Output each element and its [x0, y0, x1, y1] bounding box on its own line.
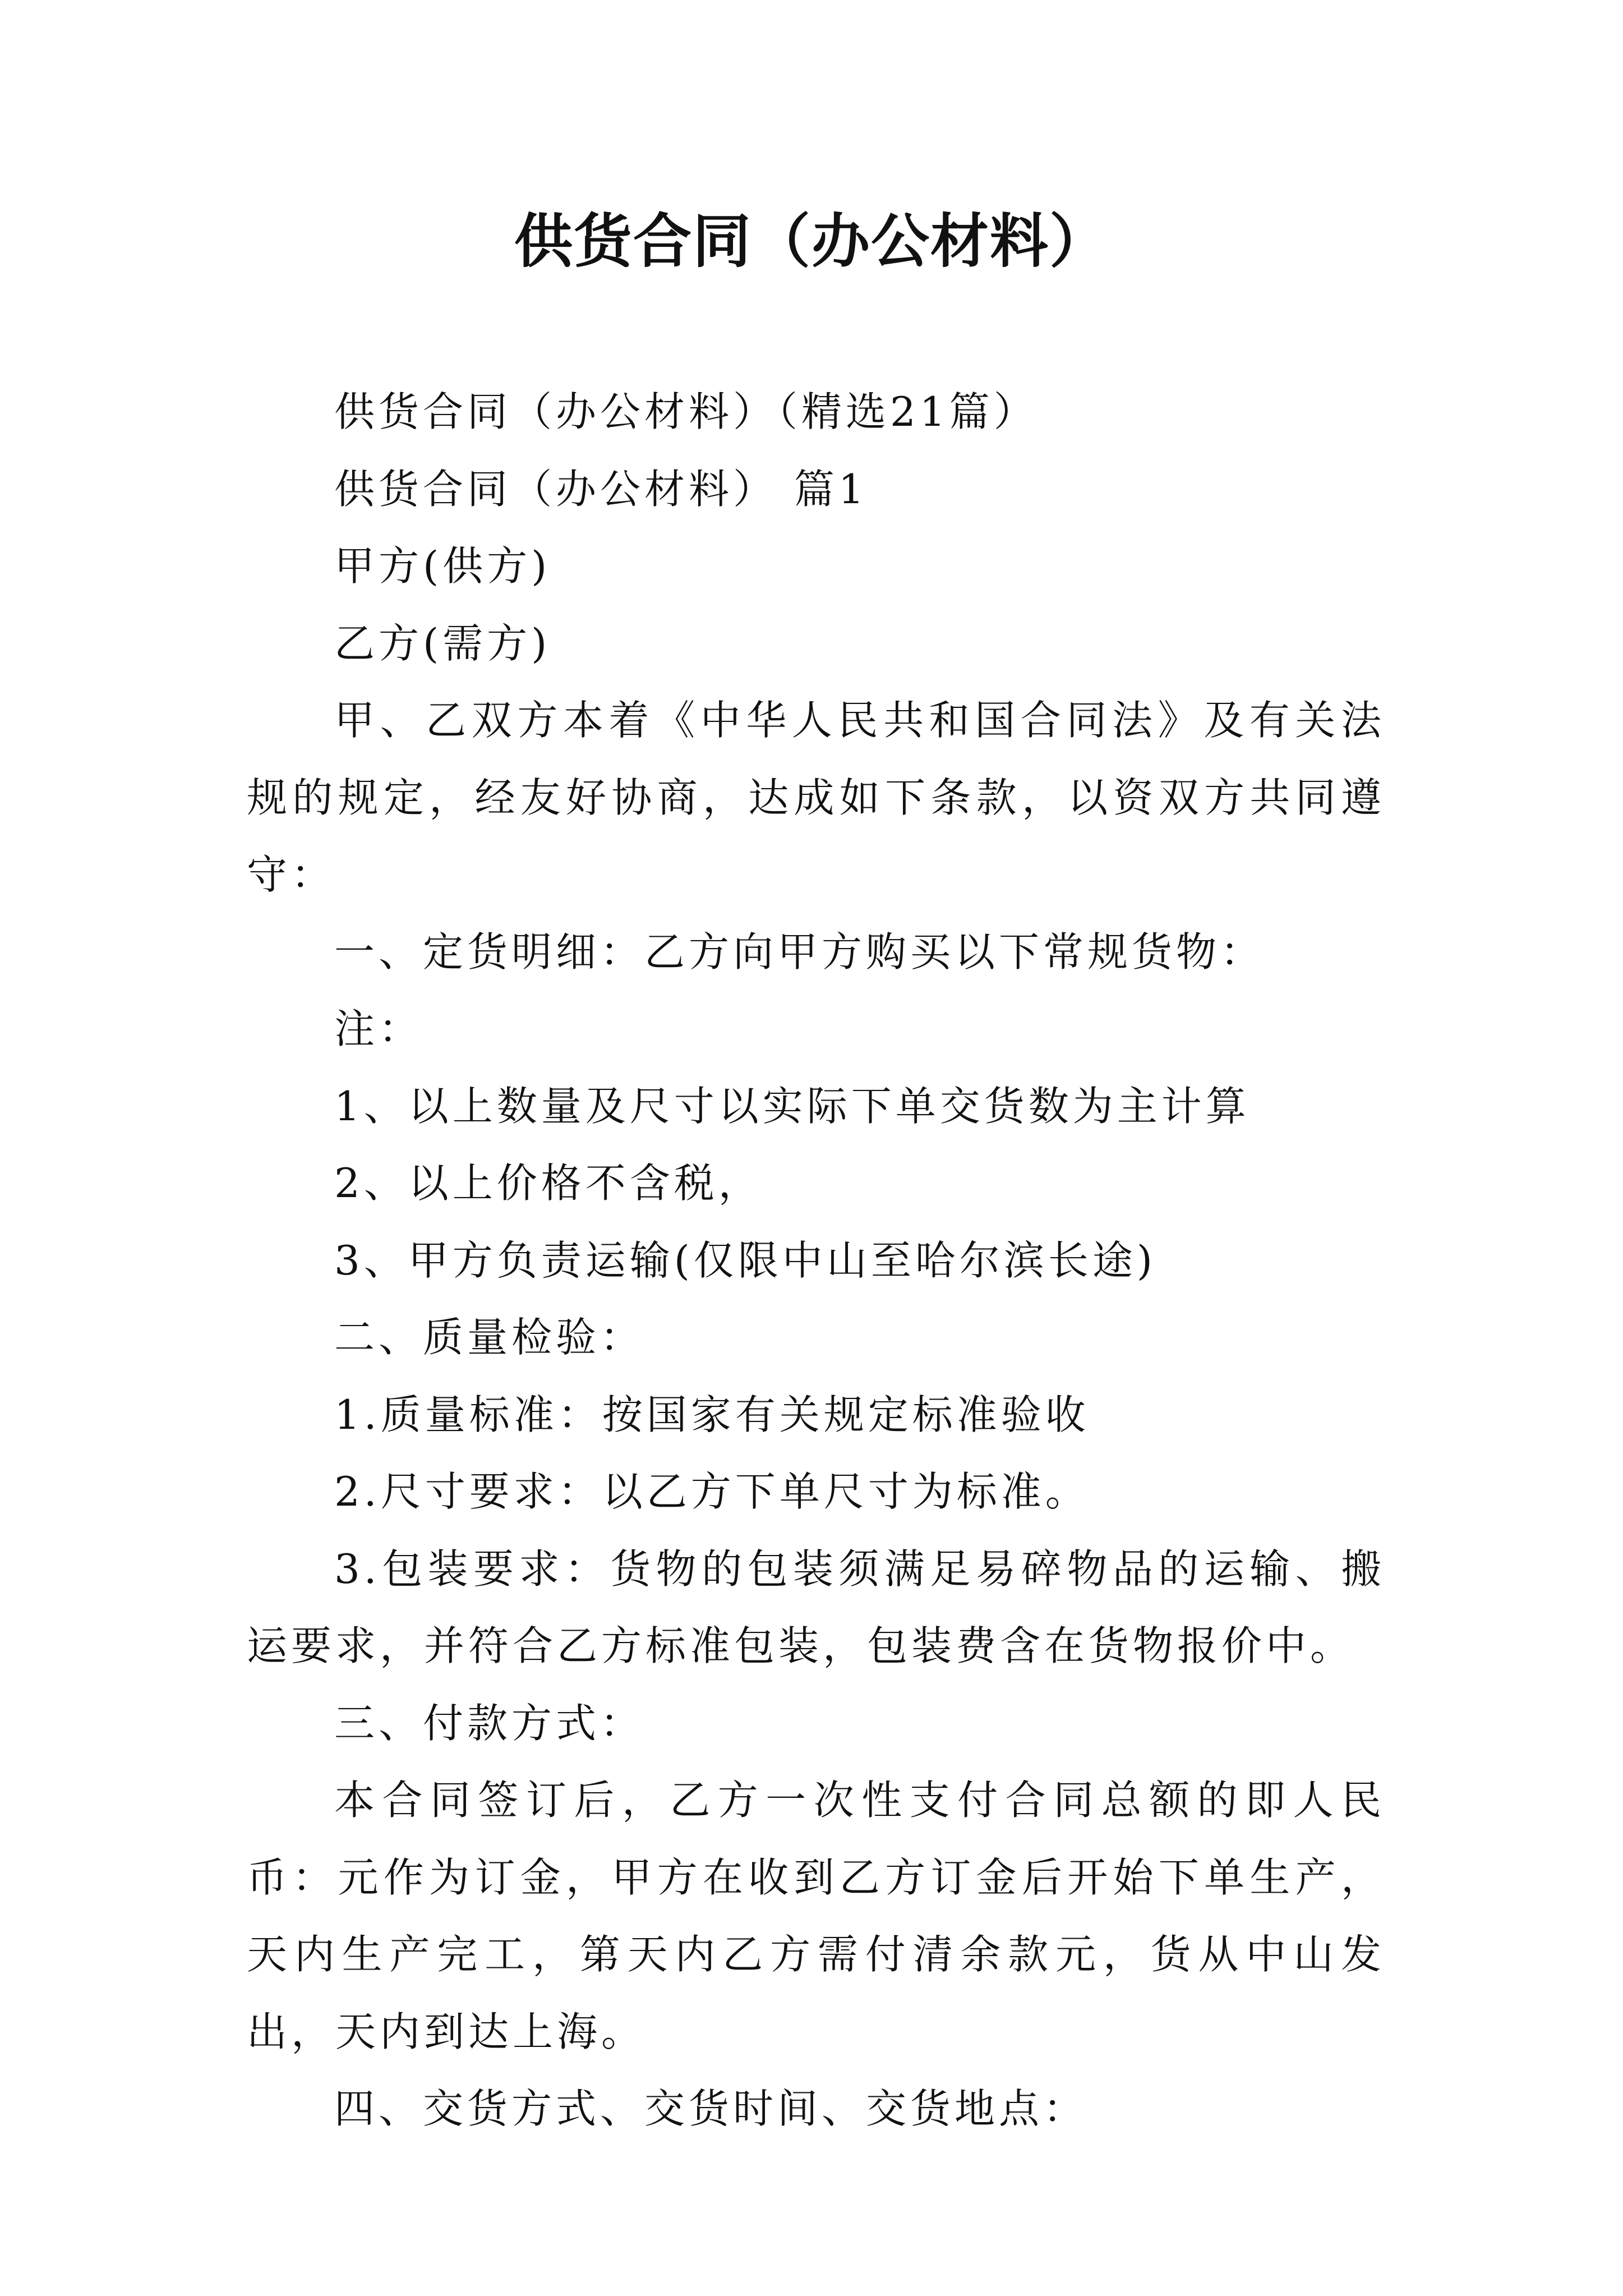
clause-quality-heading: 二、质量检验： — [334, 1314, 645, 1361]
note-item-1: 1、以上数量及尺寸以实际下单交货数为主计算 — [334, 1082, 1250, 1130]
intro-paragraph: 甲、乙双方本着《中华人民共和国合同法》及有关法规的规定，经友好协商，达成如下条款，以资双方共同遵守： — [247, 697, 1385, 898]
clause-order-details: 一、定货明细：乙方向甲方购买以下常规货物： — [334, 928, 1265, 976]
quality-item-1: 1.质量标准：按国家有关规定标准验收 — [334, 1391, 1090, 1438]
party-b-line: 乙方(需方) — [334, 619, 551, 667]
clause-delivery-heading: 四、交货方式、交货时间、交货地点： — [334, 2085, 1088, 2132]
document-title: 供货合同（办公材料） — [514, 207, 1109, 275]
quality-item-2: 2.尺寸要求：以乙方下单尺寸为标准。 — [334, 1468, 1090, 1515]
note-item-3: 3、甲方负责运输(仅限中山至哈尔滨长途) — [334, 1236, 1156, 1284]
payment-paragraph: 本合同签订后，乙方一次性支付合同总额的即人民币：元作为订金，甲方在收到乙方订金后开始下单生产，天内生产完工，第天内乙方需付清余款元，货从中山发出，天内到达上海。 — [247, 1777, 1385, 2055]
note-item-2: 2、以上价格不含税， — [334, 1159, 763, 1207]
document-body — [247, 374, 1385, 2148]
party-a-line: 甲方(供方) — [334, 542, 551, 590]
section-heading: 供货合同（办公材料） 篇1 — [334, 465, 868, 513]
clause-payment-heading: 三、付款方式： — [334, 1699, 645, 1747]
packaging-paragraph: 3.包装要求：货物的包装须满足易碎物品的运输、搬运要求，并符合乙方标准包装，包装费含在货物报价中。 — [247, 1545, 1385, 1669]
subtitle-line: 供货合同（办公材料）（精选21篇） — [334, 388, 1038, 435]
note-label: 注： — [334, 1005, 423, 1052]
